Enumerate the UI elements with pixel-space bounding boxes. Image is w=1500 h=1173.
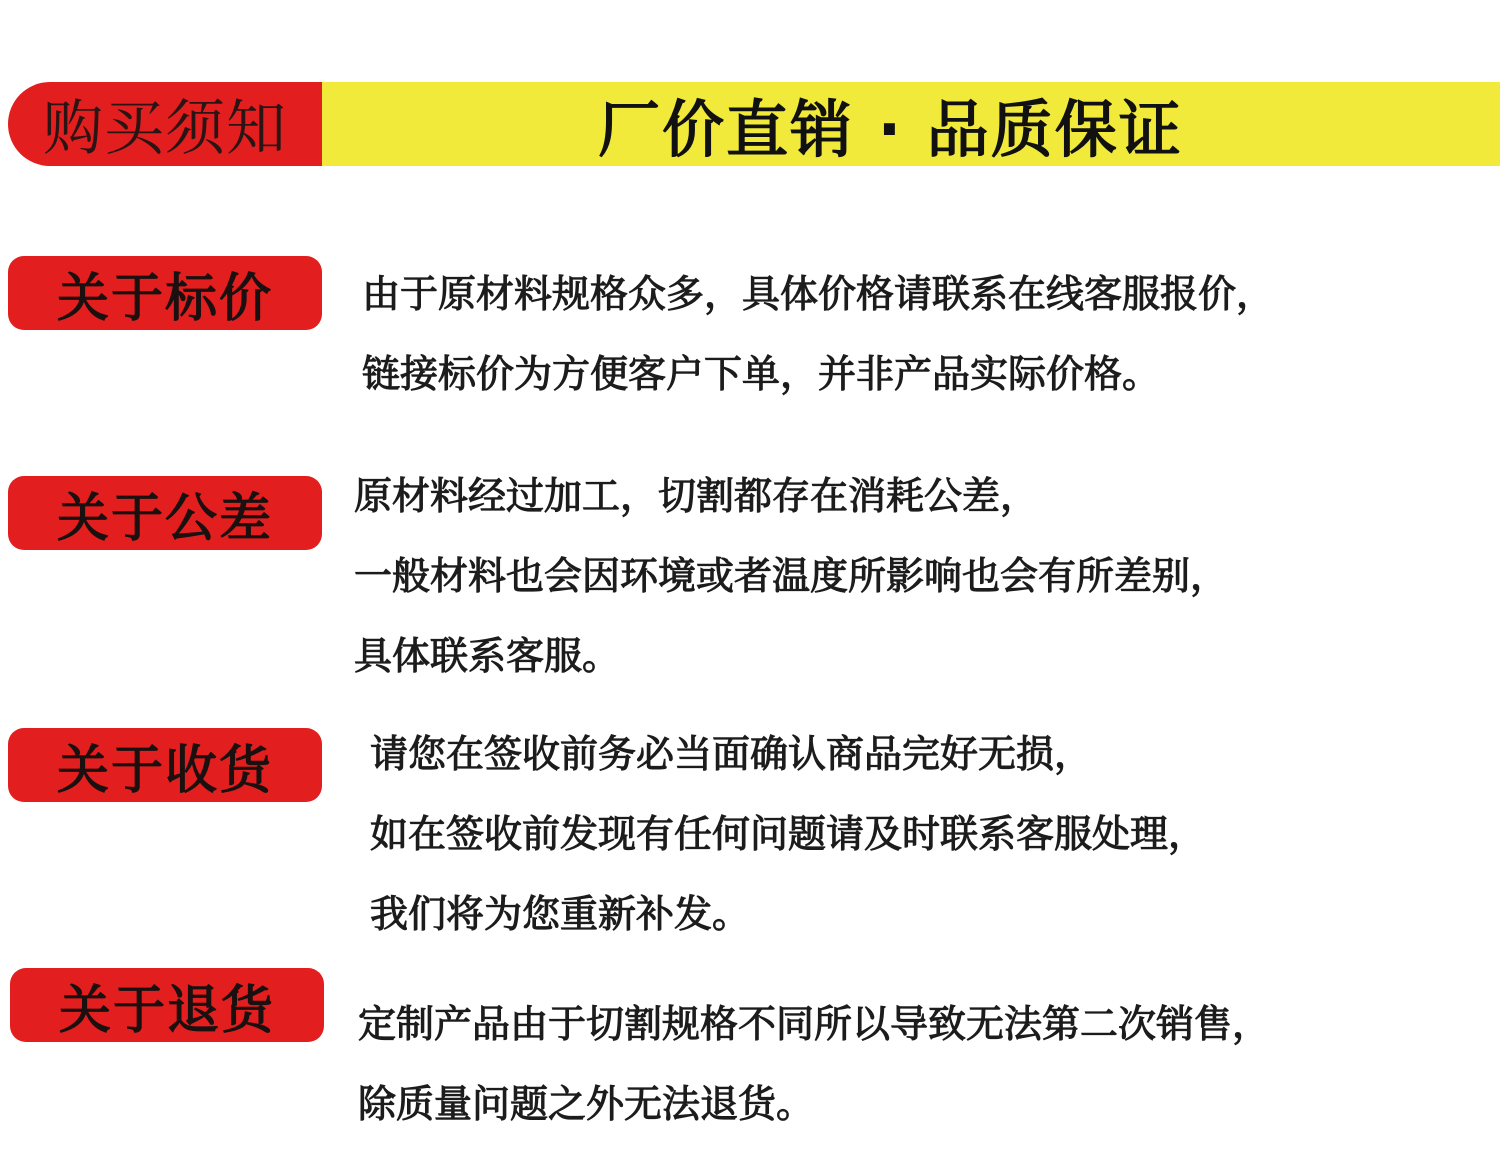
section-line: 原材料经过加工，切割都存在消耗公差，: [354, 474, 1039, 518]
section-body-returns: [358, 984, 1270, 1144]
section-line: 一般材料也会因环境或者温度所影响也会有所差别，: [354, 554, 1229, 598]
header-banner: [8, 82, 1500, 166]
section-line: 我们将为您重新补发。: [370, 892, 751, 936]
slogan-bar: [322, 82, 1500, 166]
section-label-receipt: [8, 728, 322, 802]
purchase-notice-tag: [8, 82, 322, 166]
section-body-pricing: [362, 254, 1274, 414]
section-label-pricing: [8, 256, 322, 330]
section-line: 具体联系客服。: [354, 634, 621, 678]
section-line: 如在签收前发现有任何问题请及时联系客服处理，: [370, 812, 1207, 856]
section-body-receipt: [370, 714, 1206, 954]
section-label-tolerance: [8, 476, 322, 550]
section-body-tolerance: [354, 456, 1228, 696]
section-line: 链接标价为方便客户下单，并非产品实际价格。: [362, 352, 1161, 396]
section-label-text: 关于公差: [56, 488, 273, 549]
slogan-text: 厂价直销 · 品质保证: [598, 92, 1183, 166]
section-line: 除质量问题之外无法退货。: [358, 1082, 815, 1126]
section-line: 请您在签收前务必当面确认商品完好无损，: [370, 732, 1093, 776]
section-label-returns: [10, 968, 324, 1042]
purchase-notice-title: 购买须知: [43, 94, 287, 164]
section-label-text: 关于退货: [58, 980, 275, 1041]
section-line: 由于原材料规格众多，具体价格请联系在线客服报价，: [362, 272, 1275, 316]
section-line: 定制产品由于切割规格不同所以导致无法第二次销售，: [358, 1002, 1271, 1046]
section-label-text: 关于收货: [56, 740, 273, 801]
section-label-text: 关于标价: [56, 268, 273, 329]
